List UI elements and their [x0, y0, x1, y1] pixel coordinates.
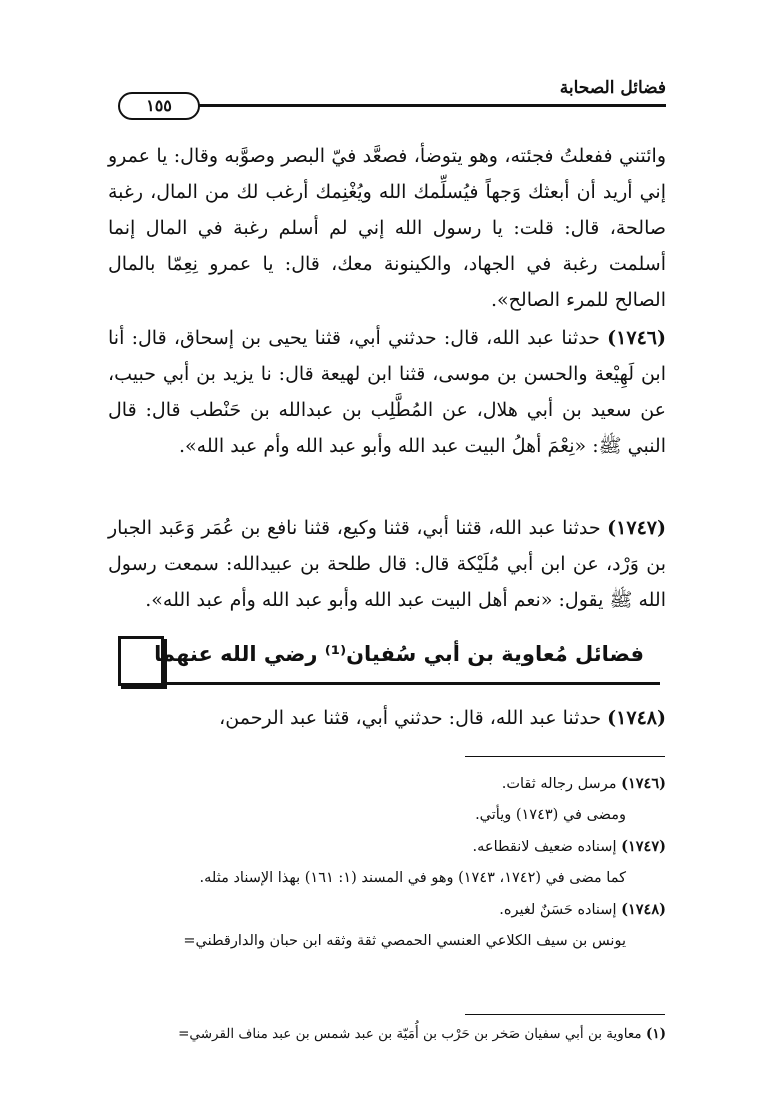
paragraph-text: حدثنا عبد الله، قال: حدثني أبي، قثنا عبد الرحمن،: [219, 707, 608, 729]
hadith-number: (١٧٤٨): [607, 707, 666, 729]
footnote-text: معاوية بن أبي سفيان صَخر بن حَرْب بن أُمَيّة بن عبد شمس بن عبد مناف القرشي=: [178, 1026, 646, 1042]
paragraph-text: وائتني ففعلتُ فجئته، وهو يتوضأ، فصعَّد فيّ البصر وصوَّبه وقال: يا عمرو إني أريد أن أبعثك وَجهاً فيُسلِّمك الله ويُغْنِمك أرغب لك من المال، رغبة صالحة، قال: قلت: يا رسول الله إني لم أسلم رغبة في المال إنما أسلمت رغبة في الجهاد، والكينونة معك، قال: يا عمرو نِعِمّا بالمال الصالح للمرء الصالح».: [108, 145, 666, 311]
hadith-number: (١٧٤٦): [607, 327, 666, 349]
page-header: [118, 78, 666, 118]
footnote-number: (١): [645, 1026, 666, 1042]
paragraph-text: حدثنا عبد الله، قال: حدثني أبي، قثنا يحيى بن إسحاق، قال: أنا ابن لَهِيْعة والحسن بن موسى، قثنا ابن لهيعة قال: نا يزيد بن أبي حبيب، عن سعيد بن أبي هلال، عن المُطَّلِب بن عبدالله بن حَنْطب قال: قال النبي ﷺ: «نِعْمَ أهلُ البيت عبد الله وأبو عبد الله وأم عبد الله».: [108, 327, 666, 457]
section-rule: [162, 682, 660, 685]
hadith-1747: [108, 510, 666, 618]
paragraph-text: حدثنا عبد الله، قثنا أبي، قثنا وكيع، قثنا نافع بن عُمَر وَعَبد الجبار بن وَرْد، عن ابن أبي مُلَيْكة قال: قال طلحة بن عبيدالله: سمعت رسول الله ﷺ يقول: «نعم أهل البيت عبد الله وأبو عبد الله وأم عبد الله».: [108, 517, 666, 611]
footnote-number: (١٧٤٨): [621, 901, 666, 918]
footnote-line: يونس بن سيف الكلاعي العنسي الحمصي ثقة وثقه ابن حبان والدارقطني=: [183, 933, 626, 949]
footnote-separator-2: [465, 1014, 665, 1015]
footnote-1747: [108, 831, 666, 863]
footnote-1746: [108, 768, 666, 800]
footnote-text: مرسل رجاله ثقات.: [501, 776, 622, 792]
footnote-number: (١٧٤٧): [621, 838, 666, 855]
header-rule: [188, 104, 666, 107]
running-title: فضائل الصحابة: [559, 78, 666, 98]
footnote-section-1: [108, 1022, 666, 1046]
footnote-text: إسناده حَسَنٌ لغيره.: [499, 902, 622, 918]
footnote-number: (١٧٤٦): [621, 775, 666, 792]
footnote-1748: [108, 894, 666, 926]
hadith-1748: [108, 700, 666, 736]
footnote-line: ومضى في (١٧٤٣) ويأتي.: [475, 807, 626, 823]
section-title: فضائل مُعاوية بن أبي سُفيان⁽¹⁾ رضي الله عنهما: [154, 642, 644, 666]
paragraph-continuation: [108, 138, 666, 318]
footnote-line: كما مضى في (١٧٤٢، ١٧٤٣) وهو في المسند (١: ١٦١) بهذا الإسناد مثله.: [199, 870, 626, 886]
section-heading: [108, 636, 666, 688]
footnotes: [108, 768, 666, 957]
hadith-1746: [108, 320, 666, 464]
hadith-number: (١٧٤٧): [607, 517, 666, 539]
page-number: ١٥٥: [118, 92, 200, 120]
footnote-separator: [465, 756, 665, 757]
footnote-text: إسناده ضعيف لانقطاعه.: [472, 839, 622, 855]
